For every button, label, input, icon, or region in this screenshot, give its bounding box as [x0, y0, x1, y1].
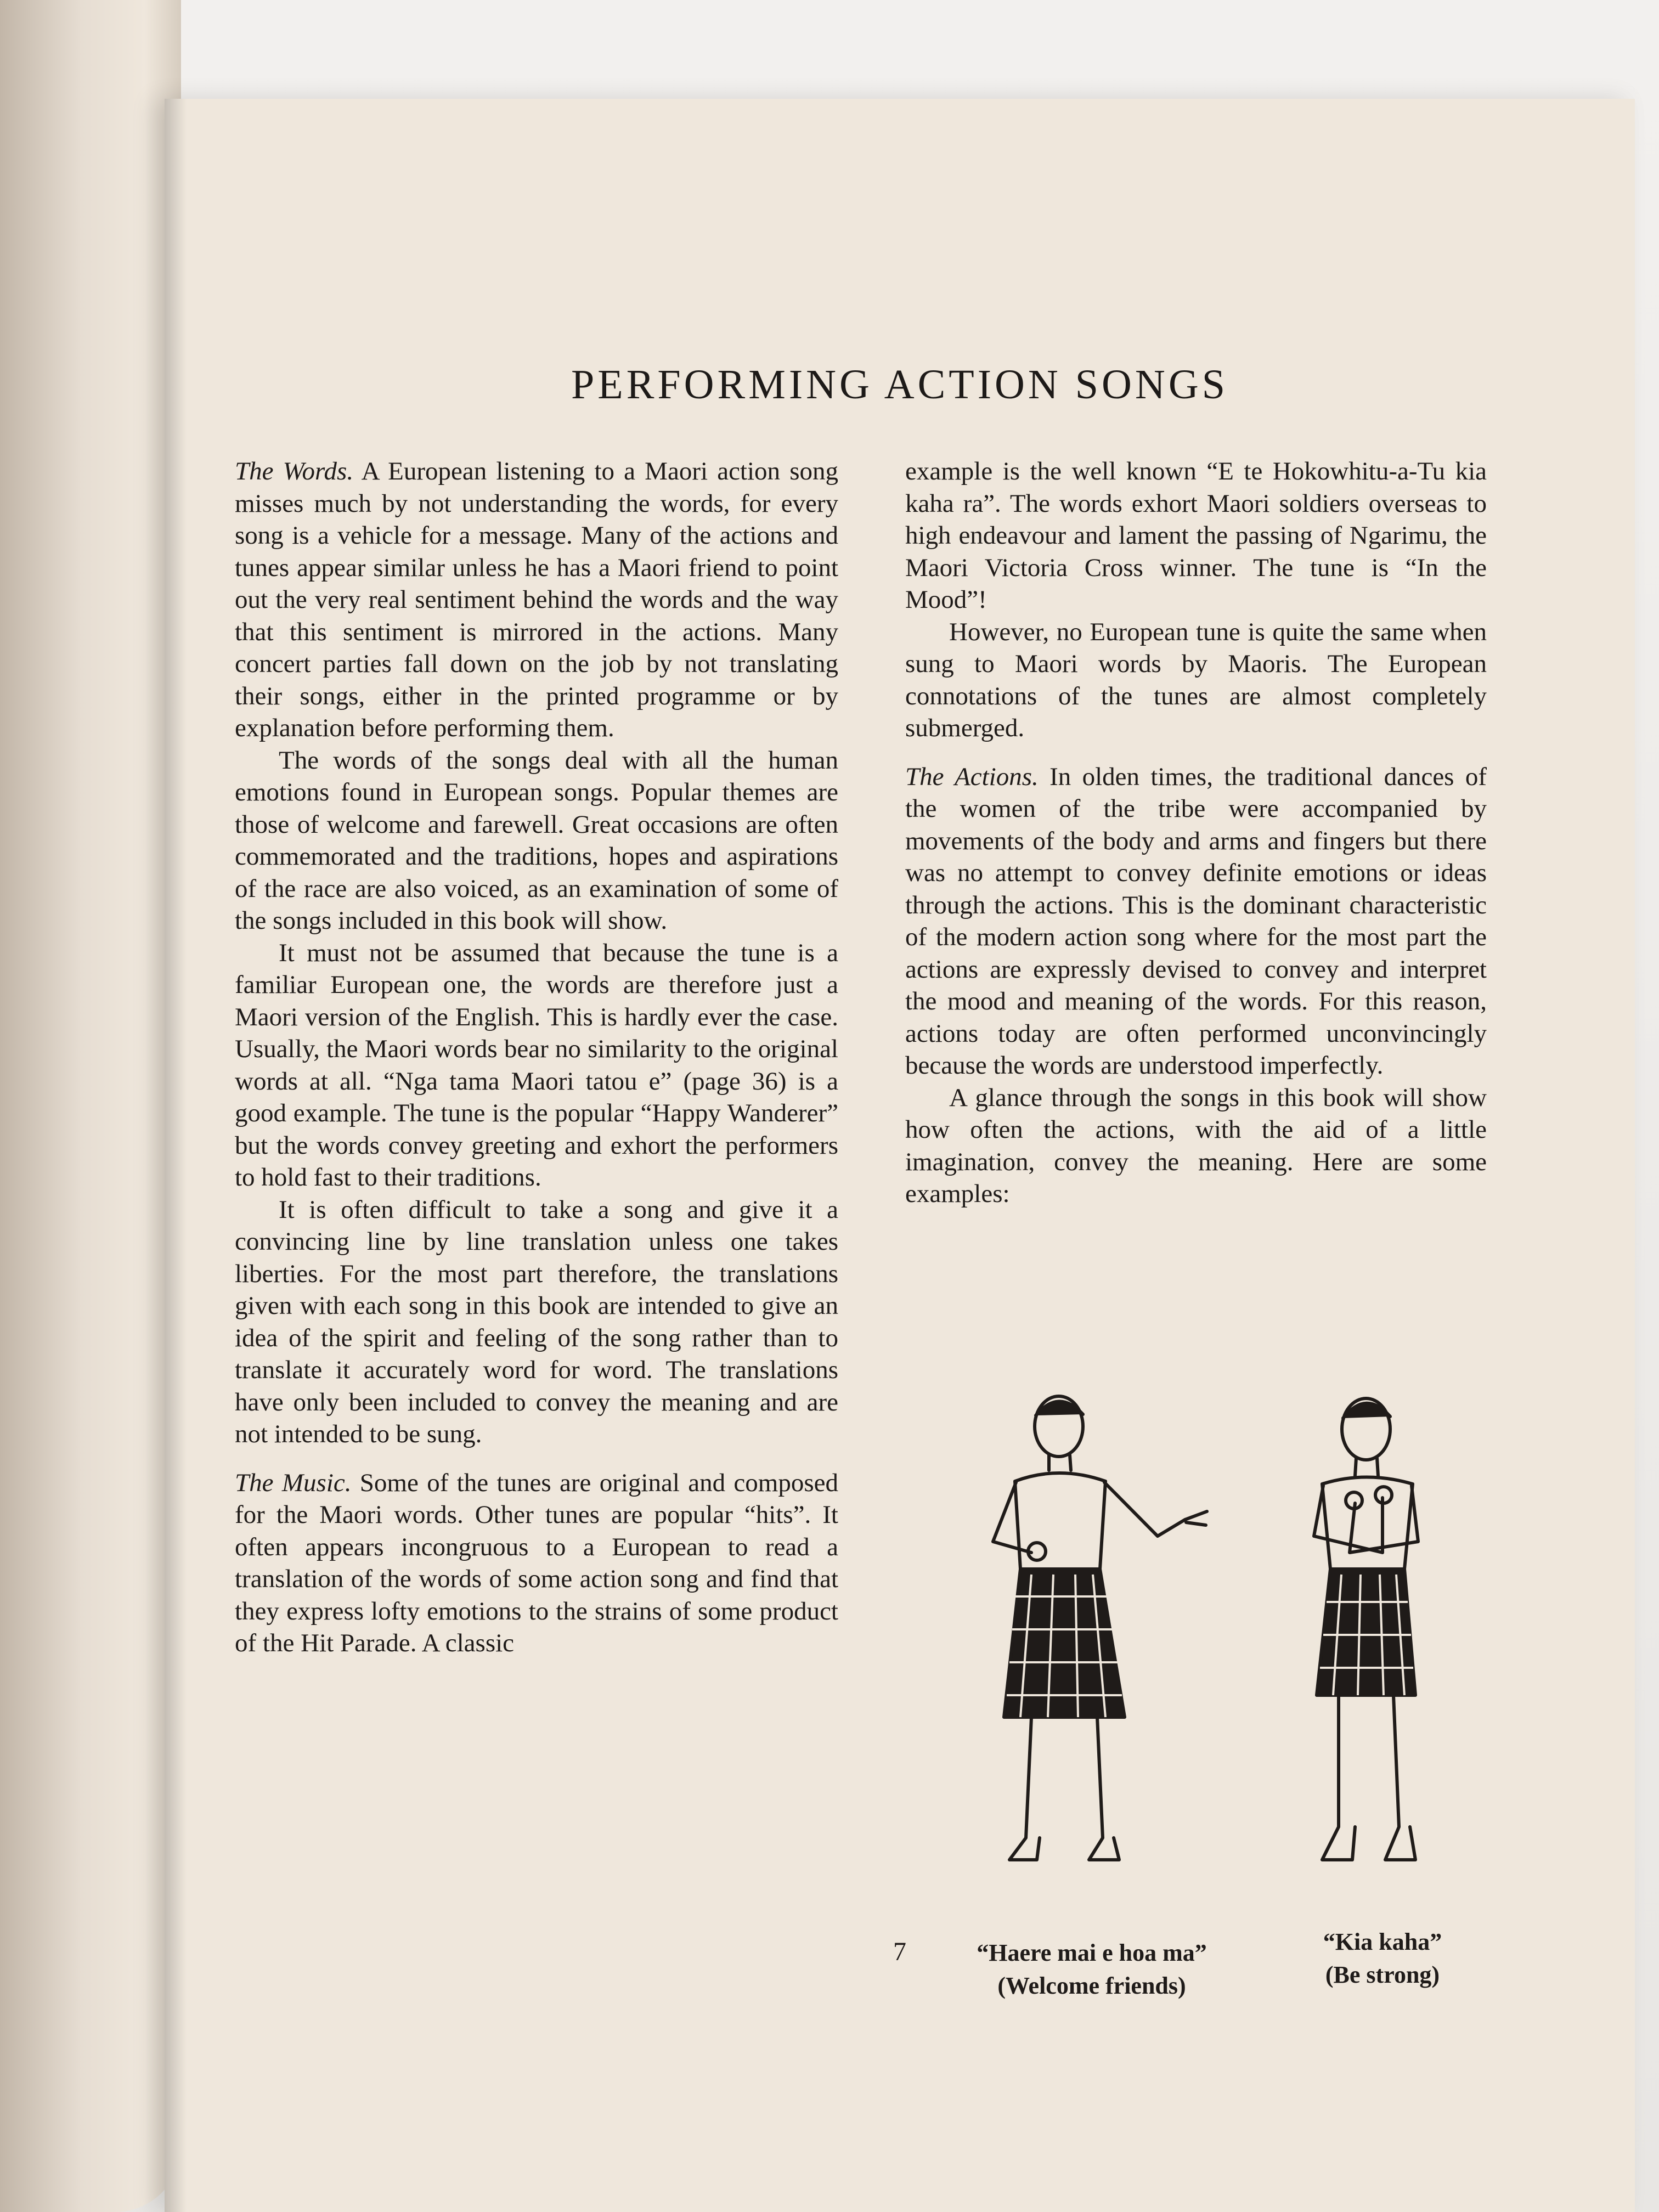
page-number: 7 [893, 1937, 906, 1966]
paragraph-words: The Words. A European listening to a Maori action song misses much by not understanding the words, for every song is a vehicle for a message. Many of the actions and tunes appear similar unless he has a Maori friend to point out the very real sentiment behind the words and the way that this sentiment is mirrored in the actions. Many concert parties fall down on the job by not translating their songs, either in the printed programme or by explanation before performing them. [235, 457, 838, 742]
page-title: PERFORMING ACTION SONGS [571, 362, 1228, 408]
caption-strong-maori: “Kia kaha” [1323, 1928, 1442, 1955]
section-heading-words: The Words. [235, 457, 354, 486]
caption-strong-english: (Be strong) [1325, 1961, 1440, 1988]
paragraph: It must not be assumed that because the tune is a familiar European one, the words are therefore just a Maori version of the English. This is hardly ever the case. Usually, the Maori words bear no similarity to the original words at all. “Nga tama Maori tatou e” (page 36) is a good example. The tune is the popular “Happy Wanderer” but the words convey greeting and exhort the performers to hold fast to their traditions. [235, 938, 838, 1192]
caption-welcome-english: (Welcome friends) [997, 1972, 1186, 1999]
paragraph: A glance through the songs in this book will show how often the actions, with the aid of a little imagination, convey the meaning. Here are some examples: [905, 1083, 1487, 1208]
paragraph: It is often difficult to take a song and give it a convincing line by line translation unless one takes liberties. For the most part therefore, the translations given with each song in this book are intended to give an idea of the spirit and feeling of the song rather than to translate it accurately word for word. The translations have only been included to convey the meaning and are not intended to be sung. [235, 1195, 838, 1448]
right-column [905, 455, 1487, 1210]
section-heading-actions: The Actions. [905, 762, 1039, 791]
section-heading-music: The Music. [235, 1468, 352, 1497]
paragraph-music: The Music. Some of the tunes are original and composed for the Maori words. Other tunes are popular “hits”. It often appears incongruous to a European to read a translation of the words of some action song and find that they express lofty emotions to the strains of some product of the Hit Parade. A classic [235, 1468, 838, 1657]
page-spine-shadow [165, 99, 187, 2212]
caption-welcome-maori: “Haere mai e hoa ma” [977, 1939, 1207, 1966]
paragraph: example is the well known “E te Hokowhitu-a-Tu kia kaha ra”. The words exhort Maori soldiers overseas to high endeavour and lament the passing of Ngarimu, the Maori Victoria Cross winner. The tune is “In the Mood”! [905, 457, 1487, 614]
book-page [165, 99, 1635, 2212]
paragraph: However, no European tune is quite the same when sung to Maori words by Maoris. The European connotations of the tunes are almost completely submerged. [905, 617, 1487, 742]
illustration-welcome-figure [949, 1388, 1234, 1893]
paragraph-actions: The Actions. In olden times, the traditional dances of the women of the tribe were accompanied by movements of the body and arms and fingers but there was no attempt to convey definite emotions or ideas through the actions. This is the dominant characteristic of the modern action song where for the most part the actions are expressly devised to convey and interpret the mood and meaning of the words. For this reason, actions today are often performed unconvincingly because the words are understood imperfectly. [905, 762, 1487, 1080]
illustration-strong-figure [1240, 1388, 1503, 1893]
paragraph: The words of the songs deal with all the human emotions found in European songs. Popular themes are those of welcome and farewell. Great occasions are often commemorated and the traditions, hopes and aspirations of the race are also voiced, as an examination of some of the songs included in this book will show. [235, 746, 838, 935]
previous-page-edge [0, 0, 181, 2212]
left-column [235, 455, 838, 1660]
